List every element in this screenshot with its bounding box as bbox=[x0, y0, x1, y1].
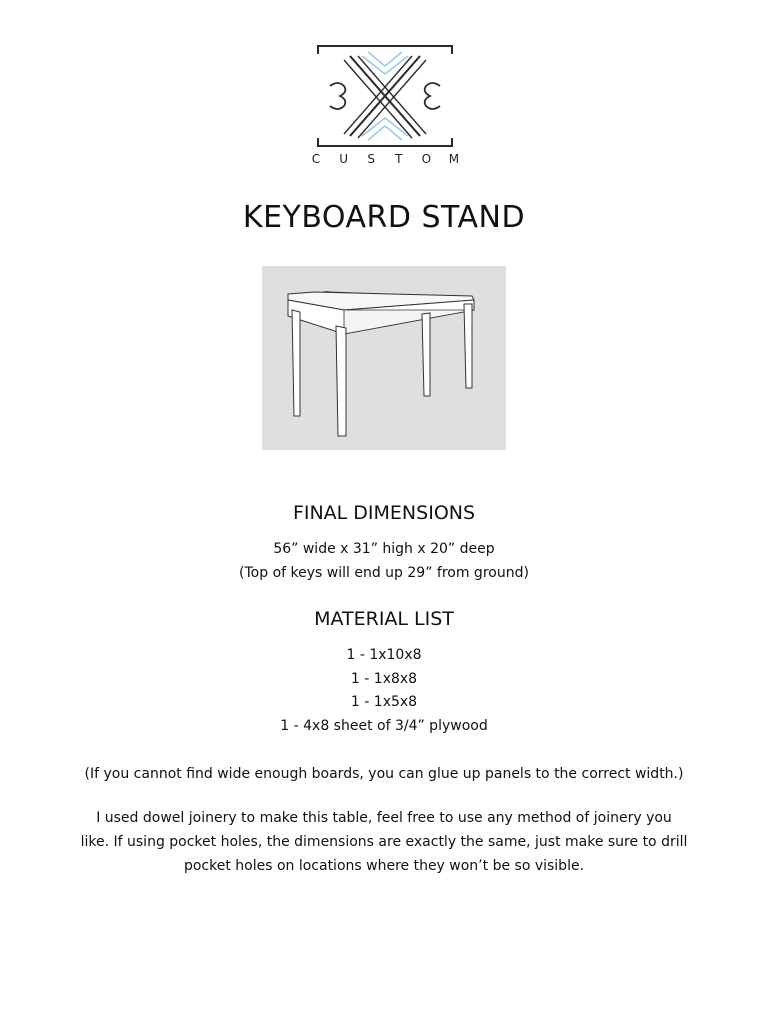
final-dimensions-heading: FINAL DIMENSIONS bbox=[292, 502, 476, 524]
page-title: KEYBOARD STAND bbox=[242, 200, 526, 235]
3x3-custom-logo-icon bbox=[310, 40, 460, 170]
material-list-section bbox=[0, 608, 768, 738]
logo-letter: C bbox=[311, 152, 321, 166]
logo-letter: T bbox=[395, 152, 403, 166]
final-dimensions-section bbox=[0, 502, 768, 585]
logo-letter: U bbox=[339, 152, 348, 166]
material-list-heading: MATERIAL LIST bbox=[314, 608, 454, 630]
logo-letter: S bbox=[367, 152, 375, 166]
dimensions-line: 56” wide x 31” high x 20” deep bbox=[273, 541, 495, 557]
logo-letter: O bbox=[421, 152, 432, 166]
material-item: 1 - 4x8 sheet of 3/4” plywood bbox=[280, 717, 488, 734]
joinery-note: I used dowel joinery to make this table, feel free to use any method of joinery you like. If using pocket holes, the dimensions are exactly the same, just make sure to drill pocket holes on locations where they won’t be so visible. bbox=[80, 810, 688, 874]
dimensions-line: (Top of keys will end up 29” from ground) bbox=[239, 564, 529, 581]
keyboard-stand-drawing bbox=[262, 266, 506, 450]
material-item: 1 - 1x10x8 bbox=[346, 647, 422, 663]
material-item: 1 - 1x8x8 bbox=[350, 670, 418, 687]
logo-letter: M bbox=[448, 152, 460, 166]
keyboard-stand-figure bbox=[262, 266, 506, 450]
glue-note: (If you cannot find wide enough boards, you can glue up panels to the correct width.) bbox=[84, 766, 684, 782]
logo-brand-text bbox=[310, 152, 460, 166]
material-item: 1 - 1x5x8 bbox=[350, 694, 418, 710]
